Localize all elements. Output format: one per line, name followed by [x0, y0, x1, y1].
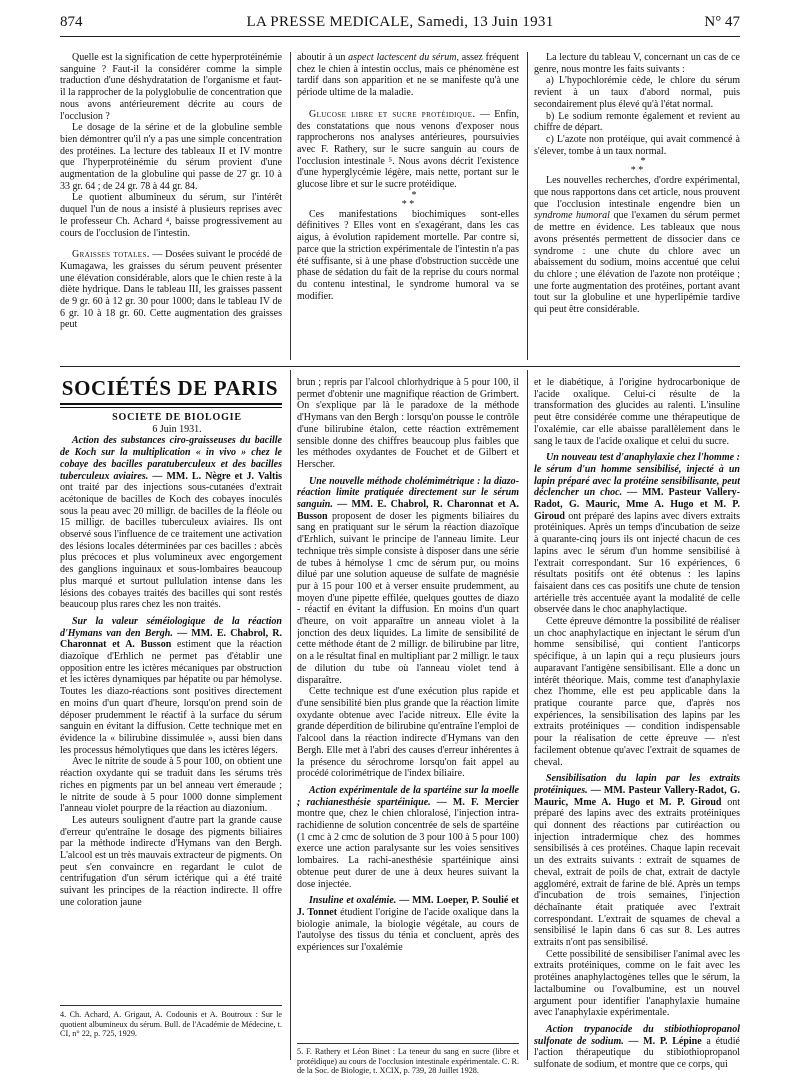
communication: Un nouveau test d'anaphylaxie chez l'homme : le sérum d'un homme sensibilisé, injecté à un lapin préparé avec la protéine sensibilisante, peut déclencher un choc. — MM. Pasteur Vallery-Radot, G. Mauric, Mme A. Hugo et M. P. Giroud ont préparé des lapins avec divers extraits protéiniques. Après un temps d'incubation de seize à quarante-cinq jours ils ont injecté chacun de ces lapins avec le sérum d'un homme sensibilisé à l'extrait correspondant. Sur 16 expériences, 6 résultats positifs ont été obtenus : les lapins faisaient dans ces cas positifs une chute de tension artérielle très accentuée ayant la modalité de celle observée dans le choc anaphylactique.	[534, 452, 740, 616]
communication-title: Un nouveau test d'anaphylaxie chez l'homme : le sérum d'un homme sensibilisé, injecté à un lapin préparé avec la protéine sensibilisante, peut déclencher un choc.	[534, 452, 740, 499]
journal-title: LA PRESSE MEDICALE, Samedi, 13 Juin 1931	[246, 14, 554, 30]
page-number: 874	[60, 14, 83, 30]
authors: — MM. Pasteur Vallery-Radot, G. Mauric, Mme A. Hugo et M. P. Giroud	[534, 784, 740, 808]
footnote-rule	[60, 1005, 282, 1006]
paragraph: Le dosage de la sérine et de la globuline semble bien démontrer qu'il n'y a pas une simple concentration des protéines. La lecture des tableaux II et IV montre que l'hyperprotéinémie du sérum provient d'une augmentation de la globuline qui passe de 27 gr. 10 à 33 gr. 64 ; de 24 gr. 78 à 44 gr. 84.	[60, 122, 282, 192]
section-stars: * * *	[401, 189, 417, 210]
list-item: c) L'azote non protéique, qui avait commencé à s'élever, tombe à un taux normal.	[534, 133, 740, 157]
footnote-4: 4. Ch. Achard, A. Grigaut, A. Codounis et A. Boutroux : Sur le quotient albumineux du sérum. Bull. de l'Académie de Médecine, t. CI, n° 22, p. 725, 1929.	[60, 1010, 282, 1039]
paragraph: Ces manifestations biochimiques sont-elles définitives ? Elles vont en s'exagérant, dans les cas aigus, à évolution rapidement mortelle. Par contre si, parce que la striction expérimentale de l'intestin n'a pas été suffisante, si à une phase d'obstruction succède une phase de sédation du fait de la reprise du cours normal du contenu intestinal, le syndrome humoral va se modifier.	[297, 208, 519, 302]
paragraph: aboutir à un aspect lactescent du sérum, assez fréquent chez le chien à intestin occlus, mais ce phénomène est tardif dans son apparition et ne se manifeste qu'à une période ultime de la maladie.	[297, 52, 519, 99]
paragraph: Avec le nitrite de soude à 5 pour 100, on obtient une réaction oxydante qui se traduit dans les sérums très riches en pigments par un bel anneau vert émeraude ; le nitrite de soude à 5 pour 1000 donne simplement l'anneau violet pourpre de la réaction au diazonium.	[60, 756, 282, 815]
footnote-5: 5. F. Rathery et Léon Binet : La teneur du sang en sucre (libre et protéidique) au cours de l'occlusion intestinale expérimentale. C. R. de la Soc. de Biologie, t. XCIX, p. 739, 28 Juillet 1928.	[297, 1047, 519, 1076]
paragraph: Les auteurs soulignent d'autre part la grande cause d'erreur qu'entraîne le dosage des pigments biliaires par la méthode indirecte d'Hymans van den Bergh. L'alcool est un très mauvais extracteur de pigments. On peut s'en convaincre en regardant le culot de centrifugation d'un sérum ictérique qui a été traité suivant les principes de la réaction indirecte. Il offre une coloration jaune	[60, 814, 282, 908]
authors: — MM. L. Nègre et J. Valtis	[148, 470, 282, 482]
communication: Sur la valeur séméiologique de la réaction d'Hymans van den Bergh. — MM. E. Chabrol, R. Charonnat et A. Busson estiment que la réaction diazoïque d'Erhlich ne permet pas d'établir une opposition entre les ictères mécaniques par obstruction et les ictères dynamiques par hépatite ou par hémolyse. Toutes les diazo-réactions sont positives directement en moins d'un quart d'heure, lorsqu'on prend soin de déposer prudemment le réactif à la surface du sérum sanguin en évitant la diffusion. Cette technique met en évidence la « bilirubine dissimulée », aussi bien dans les processus hémolytiques que dans les ictères légers.	[60, 615, 282, 756]
bottom-column-2	[297, 377, 519, 1039]
list-item: a) L'hypochlorémie cède, le chlore du sérum revient à un taux d'abord normal, puis secondairement plus élevé qu'à l'état normal.	[534, 75, 740, 110]
top-column-1	[60, 52, 282, 362]
title-rule	[60, 407, 282, 408]
paragraph: Cette épreuve démontre la possibilité de réaliser un choc anaphylactique en injectant le sérum d'un homme sensibilisé, qui contient l'anticorps spécifique, à un lapin qui a reçu plusieurs jours auparavant l'antigène sensibilisant. Elle a donc un intérêt théorique. Mais, comme test d'anaphylaxie chez l'homme, elle est peu applicable dans la pratique courante parce que, d'après nos expériences, la sensibilisation des lapins par les extraits protéiniques — condition indispensable pour la réalisation de cette épreuve — n'est facilement obtenue qu'avec l'extrait de squames de cheval.	[534, 616, 740, 768]
paragraph-text: — Dosées suivant le procédé de Kumagawa, les graisses du sérum peuvent présenter une élévation considérable, alors que le chien reste à la diète hydrique. Dans le tableau III, les graisses passent de 9 gr. 60 à 12 gr. 30 pour 1000; dans le tableau IV de 6 gr. 10 à 18 gr. 60. Cette augmentation des graisses peut	[60, 249, 282, 331]
top-column-3	[534, 52, 740, 362]
running-header	[60, 14, 740, 36]
bottom-column-3	[534, 377, 740, 1072]
paragraph: Le quotient albumineux du sérum, sur l'intérêt duquel l'un de nous a insisté à plusieurs reprises avec le professeur Ch. Achard ⁴, baisse progressivement au cours de l'occlusion de l'intestin.	[60, 192, 282, 239]
communication: Action des substances ciro-graisseuses du bacille de Koch sur la multiplication « in vivo » chez le cobaye des bacilles paratuberculeux et des bacilles tuberculeux aviaires. — MM. L. Nègre et J. Valtis ont traité par des injections sous-cutanées d'extrait acétonique de bacilles de Koch des cobayes inoculés sous la peau avec 20 milligr. de bacilles de la fléole ou 15 milligr. de bacilles tuberculeux aviaires. Ils ont observé sous l'influence de ce traitement une activation des lésions locales déterminées par ces bacilles : abcès plus précoces et plus volumineux avec engorgement des ganglions inguinaux et sous-lombaires beaucoup plus marqué et surtout pullulation intense dans les lésions des cobayes traités des bacilles qui sont restés beaucoup plus rares chez les non traités.	[60, 435, 282, 611]
section-lead: Graisses totales.	[72, 249, 150, 261]
communication-title: Action expérimentale de la spartéine sur la moelle ; rachianesthésie spartéinique.	[297, 784, 519, 808]
authors: — M. P. Lépine	[623, 1035, 702, 1047]
section-rule	[60, 366, 740, 367]
communication-title: Insuline et oxalémie.	[309, 895, 397, 907]
header-rule	[60, 36, 740, 37]
communication-title: Une nouvelle méthode cholémimétrique : la diazo-réaction limite pratiquée directement sur le sérum sanguin.	[297, 475, 519, 511]
communication: Action expérimentale de la spartéine sur la moelle ; rachianesthésie spartéinique. — M. F. Mercier montre que, chez le chien chloralosé, l'injection intra-rachidienne de solution concentrée de sels de spartéine (1 cmc à 2 cmc de solution de 3 pour 100 à 5 pour 100) exerce une action paralysante sur les voies sensitives lombaires. La rachi-anesthésie spartéinique ainsi obtenue peut durer de une à deux heures suivant la dose injectée.	[297, 784, 519, 890]
communication: Sensibilisation du lapin par les extraits protéiniques. — MM. Pasteur Vallery-Radot, G. Mauric, Mme A. Hugo et M. P. Giroud ont préparé des lapins avec des extraits protéiniques qui donnent des réactions par cutiréaction ou injection intradermique chez des hommes sensibilisés à ces protéines. Chaque lapin recevait un des extraits suivants : extrait de squames de cheval, extrait de poils de chat, extrait de dactyle aggloméré, extrait de farine de blé. Après un temps d'incubation de trois semaines, l'injection déchaînante était pratiquée avec l'extrait correspondant. L'extrait de squames de cheval a sensibilisé le lapin dans 6 cas sur 8. Les autres extraits n'ont pas sensibilisé.	[534, 773, 740, 949]
section-lead: Glucose libre et sucre protéidique.	[309, 108, 476, 120]
session-date: 6 Juin 1931.	[152, 423, 202, 435]
communication-title: Action trypanocide du stibiothiopropanol sulfonate de sodium.	[534, 1023, 740, 1047]
column-divider	[290, 52, 291, 360]
list-item: b) Le sodium remonte également et revient au chiffre de départ.	[534, 110, 740, 134]
paragraph: Cette technique est d'une exécution plus rapide et d'une sensibilité bien plus grande que la réaction limite oxydante obtenue avec l'acide nitreux. Elle évite la grande déperdition de bilirubine qu'entraîne l'emploi de l'alcool dans la réaction indirecte d'Hymans van den Bergh. Elle met à l'abri des causes d'erreur inhérentes à la présence du sérochrome lorsqu'on fait appel au procédé colorimétrique de l'index biliaire.	[297, 686, 519, 780]
bottom-column-1	[60, 412, 282, 997]
authors: — MM. E. Chabrol, R. Charonnat et A. Busson	[297, 499, 519, 522]
paragraph: et le diabétique, à l'origine hydrocarbonique de l'acide oxalique. Celui-ci résulte de la transformation des glucides au ralenti. L'insuline peut être considérée comme une thérapeutique de l'oxalémie, car elle abaisse parallèlement dans le sang le taux de l'acide oxalique et celui du sucre.	[534, 377, 740, 447]
top-column-2	[297, 52, 519, 362]
section-stars: * * *	[630, 156, 646, 177]
communication-title: Sur la valeur séméiologique de la réaction d'Hymans van den Bergh.	[60, 615, 282, 639]
communication-title: Sensibilisation du lapin par les extraits protéiniques.	[534, 773, 740, 796]
paragraph-graisses	[60, 249, 282, 331]
paragraph: Les nouvelles recherches, d'ordre expérimental, que nous rapportons dans cet article, nous prouvent que l'occlusion intestinale engendre bien un syndrome humoral que l'examen du sérum permet de mettre en évidence. Les tableaux que nous avons présentés permettent de dissocier dans ce syndrome : une chute du chlore avec un abaissement du sodium, moins accentué que celui du chlore ; une élévation de l'azote non protéique ; une forte augmentation des protéines, portant avant tout sur la globuline et une hyperlipémie tardive qui peut être considérable.	[534, 175, 740, 316]
column-divider	[527, 370, 528, 1060]
societes-title: SOCIÉTÉS DE PARIS	[61, 376, 279, 400]
column-divider	[290, 370, 291, 1060]
paragraph: Quelle est la signification de cette hyperprotéinémie sanguine ? Faut-il la considérer comme la simple traduction d'une déshydratation de l'organisme et faut-il la rapprocher de la polyglobulie de concentration que nous avons antérieurement décrite au cours de l'occlusion ?	[60, 52, 282, 122]
paragraph: brun ; repris par l'alcool chlorhydrique à 5 pour 100, il permet d'obtenir une magnifique réaction de Grimbert. On s'explique par là le paradoxe de la méthode d'Hymans van den Bergh : lorsqu'on pousse le contrôle d'une bilirubine étalon, cette réaction extrêmement sensible donne des chiffres beaucoup plus faibles que les méthodes oxydantes de Fouchet et de Gilbert et Herscher.	[297, 377, 519, 470]
society-name: SOCIÉTÉ DE BIOLOGIE	[112, 412, 242, 423]
communication: Insuline et oxalémie. — MM. Loeper, P. Soulié et J. Tonnet étudient l'origine de l'acide oxalique dans la biologie animale, la biologie végétale, au cours de l'autolyse des tissus du ténia et concluent, après des expériences sur l'oxalémie	[297, 895, 519, 954]
communication: Action trypanocide du stibiothiopropanol sulfonate de sodium. — M. P. Lépine a étudié l'action thérapeutique du stibiothiopropanol sulfonate de sodium, et montre que ce corps, qui	[534, 1023, 740, 1071]
authors: — MM. Pasteur Vallery-Radot, G. Mauric, Mme A. Hugo et M. P. Giroud	[534, 487, 740, 522]
column-divider	[527, 52, 528, 360]
authors: — MM. Loeper, P. Soulié et J. Tonnet	[297, 895, 519, 918]
paragraph: La lecture du tableau V, concernant un cas de ce genre, nous montre les faits suivants :	[534, 52, 740, 75]
authors: — M. F. Mercier	[430, 796, 519, 808]
paragraph: Cette possibilité de sensibiliser l'animal avec les extraits protéiniques, comme on le fait avec les protéines anaphylactogènes telles que le sérum, la lactalbumine ou l'ovalbumine, est un nouvel argument pour identifier l'anaphylaxie humaine avec l'anaphylaxie expérimentale.	[534, 948, 740, 1019]
authors: — MM. E. Chabrol, R. Charonnat et A. Busson	[60, 627, 282, 651]
paragraph-glucose: Glucose libre et sucre protéidique. — Enfin, des constatations que nous venons d'exposer nous rapprocherons nos analyses antérieures, poursuivies avec F. Rathery, sur le sucre sanguin au cours de l'occlusion intestinale ⁵. Nous avons décrit l'existence d'une hyperglycémie légère, mais nette, portant sur le glucose libre et sur le sucre protéidique.	[297, 108, 519, 191]
title-rule	[60, 403, 282, 405]
communication-title: Action des substances ciro-graisseuses du bacille de Koch sur la multiplication « in vivo » chez le cobaye des bacilles paratuberculeux et des bacilles tuberculeux aviaires.	[60, 435, 282, 482]
issue-number: N° 47	[704, 14, 740, 30]
communication: Une nouvelle méthode cholémimétrique : la diazo-réaction limite pratiquée directement sur le sérum sanguin. — MM. E. Chabrol, R. Charonnat et A. Busson proposent de doser les pigments biliaires du sang en pratiquant sur le sérum la réaction diazoïque d'Erhlich, suivant le principe de l'anneau limite. Leur technique très simple consiste à disposer dans une série de tubes à hémolyse 1 cmc de sérum pur, ou moins dilué par une solution aqueuse de sulfate de magnésie pur à 15 pour 100 et à verser ensuite prudemment, au moyen d'une pipette effilée, quelques gouttes de diazo - réactif en évitant la diffusion. En moins d'un quart d'heure, on voit apparaître un anneau violet à la jonction des deux liquides. La limite de sensibilité de cette méthode étant de 2 milligr. de bilirubine par litre, on a le résultat final en multipliant par 2 milligr. le taux de dilution du tube où l'anneau violet tend à disparaître.	[297, 475, 519, 686]
footnote-rule	[297, 1043, 519, 1044]
